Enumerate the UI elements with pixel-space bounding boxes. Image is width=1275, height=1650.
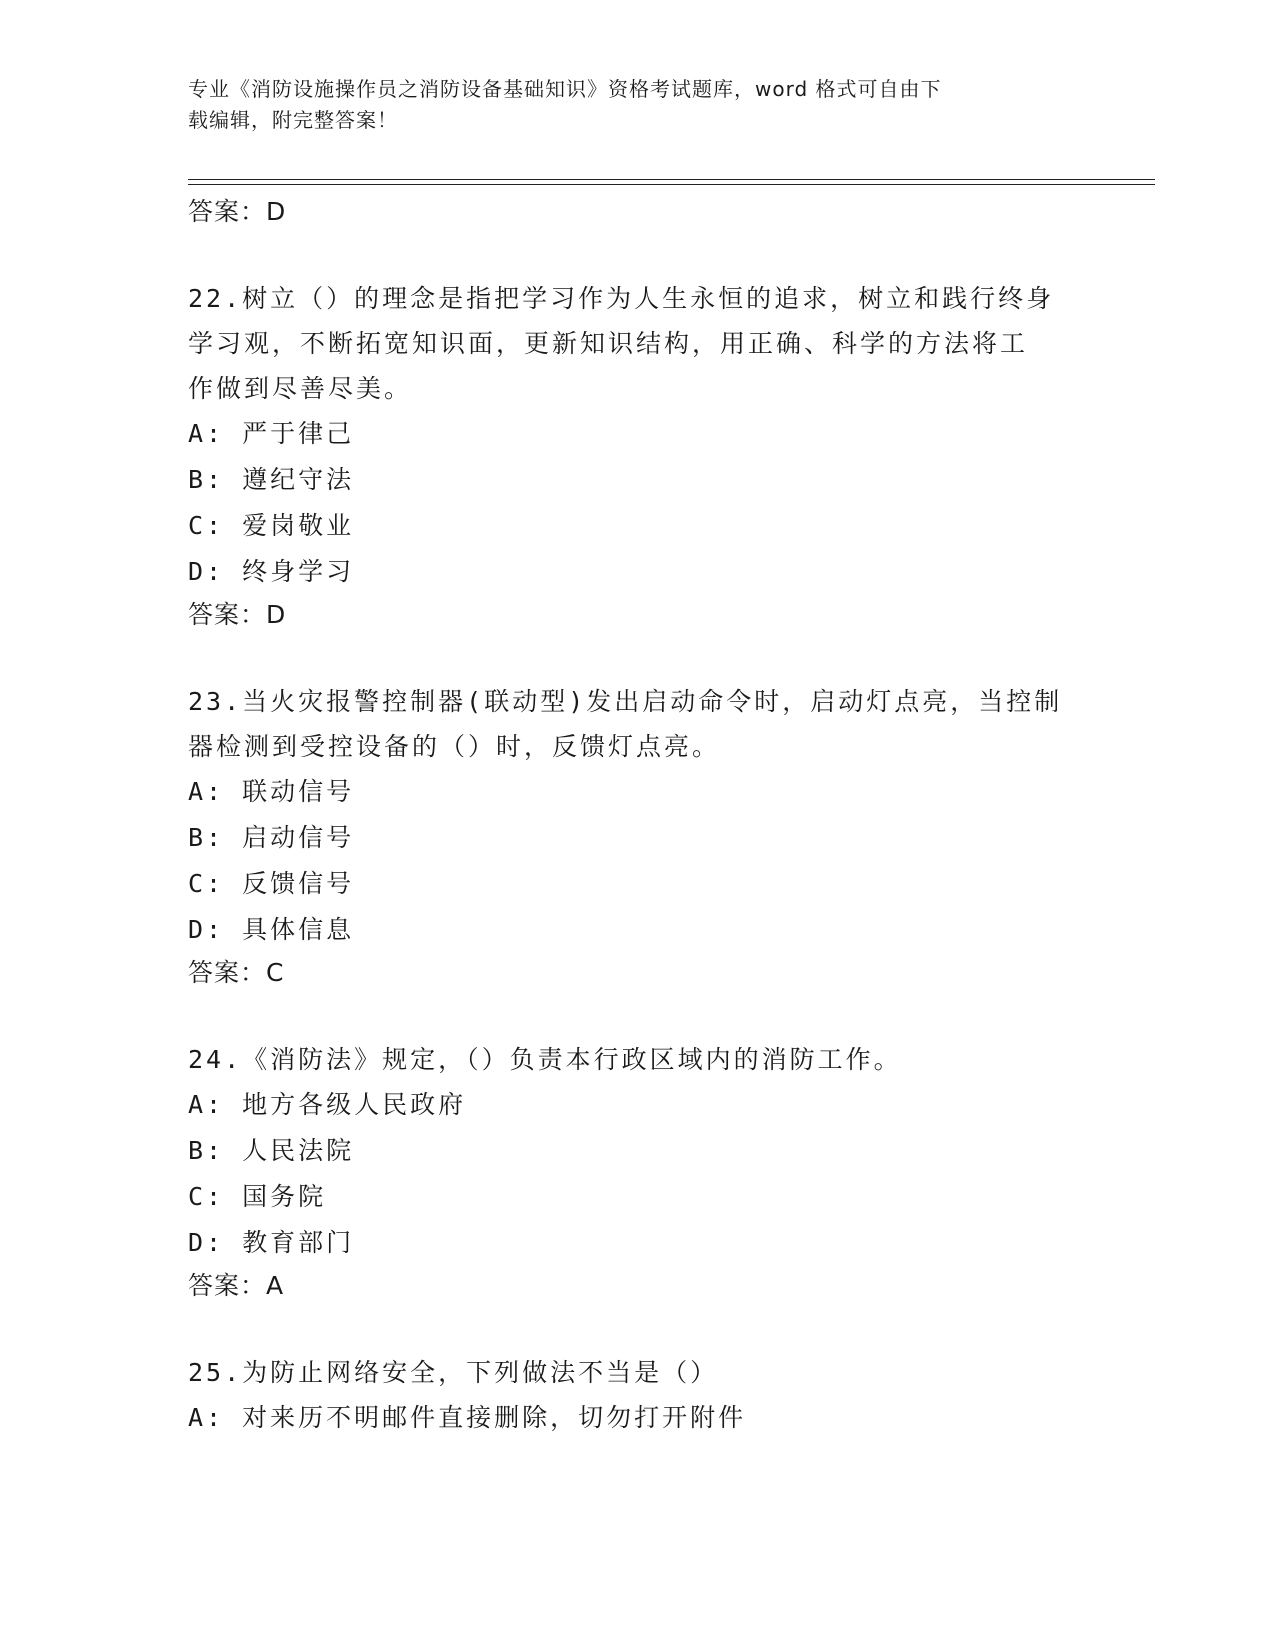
option-d: D: 终身学习 — [188, 557, 355, 586]
option-c: C: 反馈信号 — [188, 869, 355, 898]
page-header — [188, 74, 1088, 136]
spacer — [188, 993, 1088, 1037]
question-block — [188, 679, 1088, 993]
header-divider-top — [188, 179, 1155, 180]
question-line: 22.树立（）的理念是指把学习作为人生永恒的追求，树立和践行终身 — [188, 284, 1055, 313]
question-line: 学习观，不断拓宽知识面，更新知识结构，用正确、科学的方法将工 — [188, 329, 1029, 358]
spacer — [188, 232, 1088, 276]
option-b: B: 人民法院 — [188, 1136, 355, 1165]
answer-line: 答案：D — [188, 197, 287, 226]
spacer — [188, 635, 1088, 679]
question-line: 作做到尽善尽美。 — [188, 374, 413, 403]
option-a: A: 对来历不明邮件直接删除，切勿打开附件 — [188, 1403, 747, 1432]
question-text — [188, 1037, 1088, 1082]
answer-line: 答案：C — [188, 958, 285, 987]
question-block — [188, 276, 1088, 635]
question-line: 24.《消防法》规定，（）负责本行政区域内的消防工作。 — [188, 1045, 902, 1074]
option-a: A: 联动信号 — [188, 777, 355, 806]
option-b: B: 遵纪守法 — [188, 465, 355, 494]
question-list — [188, 192, 1088, 1441]
question-line: 器检测到受控设备的（）时，反馈灯点亮。 — [188, 732, 721, 761]
question-text — [188, 276, 1088, 411]
option-b: B: 启动信号 — [188, 823, 355, 852]
spacer — [188, 1306, 1088, 1350]
option-c: C: 国务院 — [188, 1182, 327, 1211]
header-line-2: 载编辑，附完整答案！ — [188, 108, 398, 132]
question-line: 23.当火灾报警控制器(联动型)发出启动命令时，启动灯点亮，当控制 — [188, 687, 1063, 716]
option-d: D: 具体信息 — [188, 915, 355, 944]
option-a: A: 地方各级人民政府 — [188, 1090, 467, 1119]
option-c: C: 爱岗敬业 — [188, 511, 355, 540]
answer-line: 答案：A — [188, 1271, 285, 1300]
question-line: 25.为防止网络安全，下列做法不当是（） — [188, 1358, 719, 1387]
header-line-1: 专业《消防设施操作员之消防设备基础知识》资格考试题库，word 格式可自由下 — [188, 77, 942, 101]
option-d: D: 教育部门 — [188, 1228, 355, 1257]
answer-line: 答案：D — [188, 600, 287, 629]
option-a: A: 严于律己 — [188, 419, 355, 448]
question-text — [188, 1350, 1088, 1395]
question-block — [188, 1037, 1088, 1306]
question-block — [188, 1350, 1088, 1441]
header-divider-bottom — [188, 184, 1155, 185]
question-text — [188, 679, 1088, 769]
